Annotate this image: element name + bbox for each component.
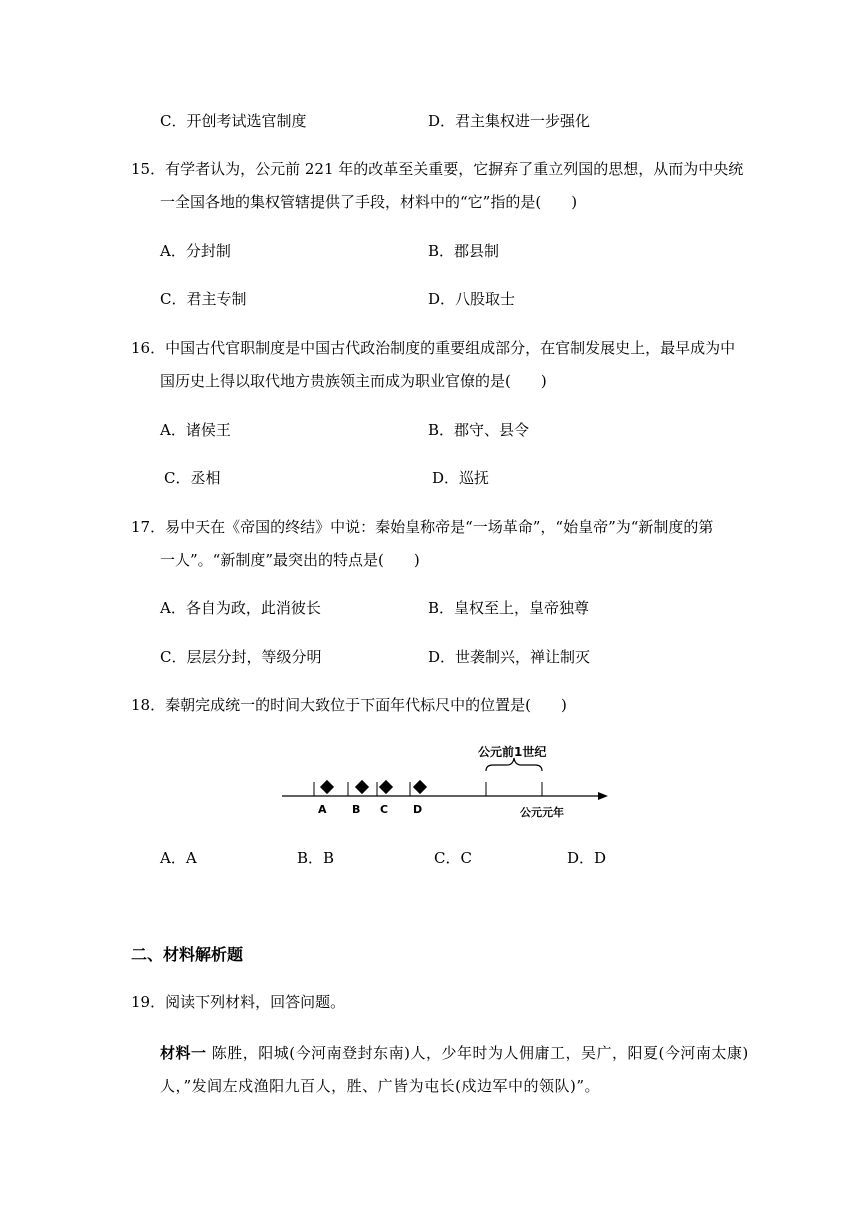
q18-option-c: C．C xyxy=(434,849,472,867)
q17-stem-line2: 一人”。“新制度”最突出的特点是( ) xyxy=(160,551,420,569)
q18-option-d: D．D xyxy=(567,849,607,867)
q19-material-line1 xyxy=(160,1043,749,1063)
diamond-b xyxy=(355,780,369,794)
mark-label-a: A xyxy=(318,803,327,816)
q18-option-a: A．A xyxy=(160,849,197,867)
century-brace xyxy=(486,758,542,771)
q17-option-d: D．世袭制兴，禅让制灭 xyxy=(428,648,591,666)
q15-option-c: C．君主专制 xyxy=(160,290,247,308)
q16-stem-line2: 国历史上得以取代地方贵族领主而成为职业官僚的是( ) xyxy=(160,372,547,390)
timeline-diagram xyxy=(280,738,610,828)
material-text-1: 陈胜，阳城(今河南登封东南)人，少年时为人佣庸工，吴广，阳夏(今河南太康) xyxy=(206,1044,749,1062)
q17-option-a: A．各自为政，此消彼长 xyxy=(160,599,321,617)
mark-label-d: D xyxy=(413,803,423,816)
q16-option-d: D．巡抚 xyxy=(432,469,490,487)
q16-option-a: A．诸侯王 xyxy=(160,421,231,439)
q15-option-a: A．分封制 xyxy=(160,242,231,260)
q15-stem-line1: 15．有学者认为，公元前 221 年的改革至关重要，它摒弃了重立列国的思想，从而为中央统 xyxy=(131,160,744,178)
q19-stem: 19．阅读下列材料，回答问题。 xyxy=(131,993,346,1011)
q17-option-b: B．皇权至上，皇帝独尊 xyxy=(428,599,590,617)
diamond-c xyxy=(379,780,393,794)
timeline-arrow xyxy=(598,792,608,800)
diamond-d xyxy=(413,780,427,794)
q15-option-b: B．郡县制 xyxy=(428,242,500,260)
q19-material-line2: 人，”发闾左戍渔阳九百人，胜、广皆为屯长(戍边军中的领队)”。 xyxy=(160,1077,601,1095)
section-title: 二、材料解析题 xyxy=(131,945,244,964)
q18-stem: 18．秦朝完成统一的时间大致位于下面年代标尺中的位置是( ) xyxy=(131,696,567,714)
mark-label-c: C xyxy=(380,803,389,816)
q17-option-c: C．层层分封，等级分明 xyxy=(160,648,322,666)
century-label: 公元前1世纪 xyxy=(478,745,547,759)
year-label: 公元元年 xyxy=(520,806,564,819)
q16-option-c: C．丞相 xyxy=(164,469,221,487)
q16-stem-line1: 16．中国古代官职制度是中国古代政治制度的重要组成部分，在官制发展史上，最早成为中 xyxy=(131,339,736,357)
q14-option-c: C．开创考试选官制度 xyxy=(160,112,307,130)
diamond-a xyxy=(320,780,334,794)
q17-stem-line1: 17．易中天在《帝国的终结》中说：秦始皇称帝是“一场革命”，“始皇帝”为“新制度的第 xyxy=(131,518,714,536)
q14-option-d: D．君主集权进一步强化 xyxy=(428,112,591,130)
q15-stem-line2: 一全国各地的集权管辖提供了手段，材料中的“它”指的是( ) xyxy=(160,193,578,211)
q15-option-d: D．八股取士 xyxy=(428,290,516,308)
material-label: 材料一 xyxy=(160,1044,207,1062)
mark-label-b: B xyxy=(352,803,361,816)
q18-option-b: B．B xyxy=(297,849,335,867)
q16-option-b: B．郡守、县令 xyxy=(428,421,530,439)
